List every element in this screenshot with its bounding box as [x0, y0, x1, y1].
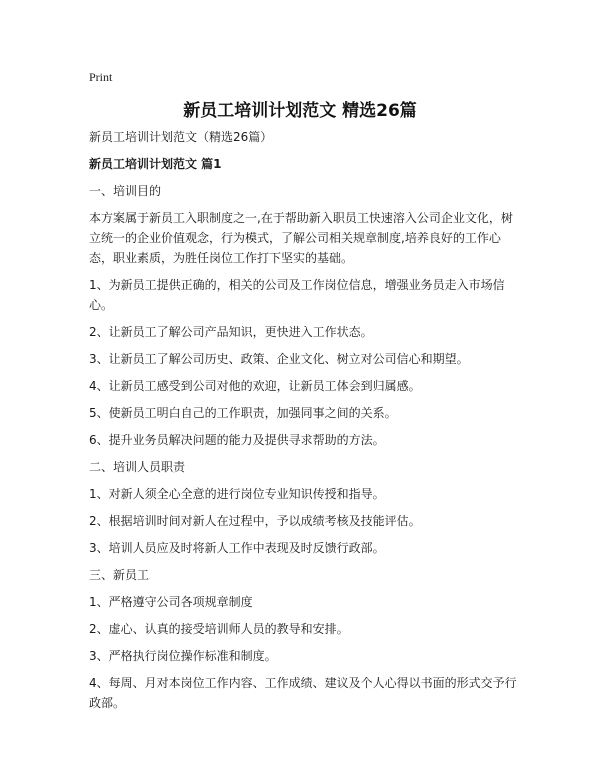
list-item: 3、培训人员应及时将新人工作中表现及时反馈行政部。 [89, 541, 385, 555]
list-item: 2、让新员工了解公司产品知识，更快进入工作状态。 [89, 325, 373, 339]
list-item: 4、让新员工感受到公司对他的欢迎，让新员工体会到归属感。 [89, 379, 421, 393]
list-item: 2、虚心、认真的接受培训师人员的教导和安排。 [89, 622, 349, 636]
heading-trainer-duties: 二、培训人员职责 [89, 460, 186, 474]
heading-training-purpose: 一、培训目的 [89, 184, 162, 198]
print-link[interactable]: Print [89, 70, 113, 84]
document-subtitle: 新员工培训计划范文（精选26篇） [89, 130, 273, 144]
heading-new-employee: 三、新员工 [89, 568, 150, 582]
document-body [89, 127, 517, 720]
document-title: 新员工培训计划范文 精选26篇 [183, 101, 417, 121]
list-item: 1、为新员工提供正确的，相关的公司及工作岗位信息，增强业务员走入市场信心。 [89, 278, 505, 312]
section-heading: 新员工培训计划范文 篇1 [89, 157, 222, 171]
list-item: 3、让新员工了解公司历史、政策、企业文化、树立对公司信心和期望。 [89, 352, 469, 366]
list-item: 2、根据培训时间对新人在过程中，予以成绩考核及技能评估。 [89, 514, 421, 528]
list-item: 4、每周、月对本岗位工作内容、工作成绩、建议及个人心得以书面的形式交予行政部。 [89, 676, 517, 710]
list-item: 5、使新员工明白自己的工作职责，加强同事之间的关系。 [89, 406, 397, 420]
list-item: 3、严格执行岗位操作标准和制度。 [89, 649, 277, 663]
list-item: 6、提升业务员解决问题的能力及提供寻求帮助的方法。 [89, 433, 385, 447]
paragraph-intro: 本方案属于新员工入职制度之一,在于帮助新入职员工快速溶入公司企业文化，树立统一的企业价值观念，行为模式，了解公司相关规章制度,培养良好的工作心态，职业素质，为胜任岗位工作打下坚实的基础。 [89, 211, 513, 265]
list-item: 1、对新人须全心全意的进行岗位专业知识传授和指导。 [89, 487, 385, 501]
list-item: 1、严格遵守公司各项规章制度 [89, 595, 253, 609]
